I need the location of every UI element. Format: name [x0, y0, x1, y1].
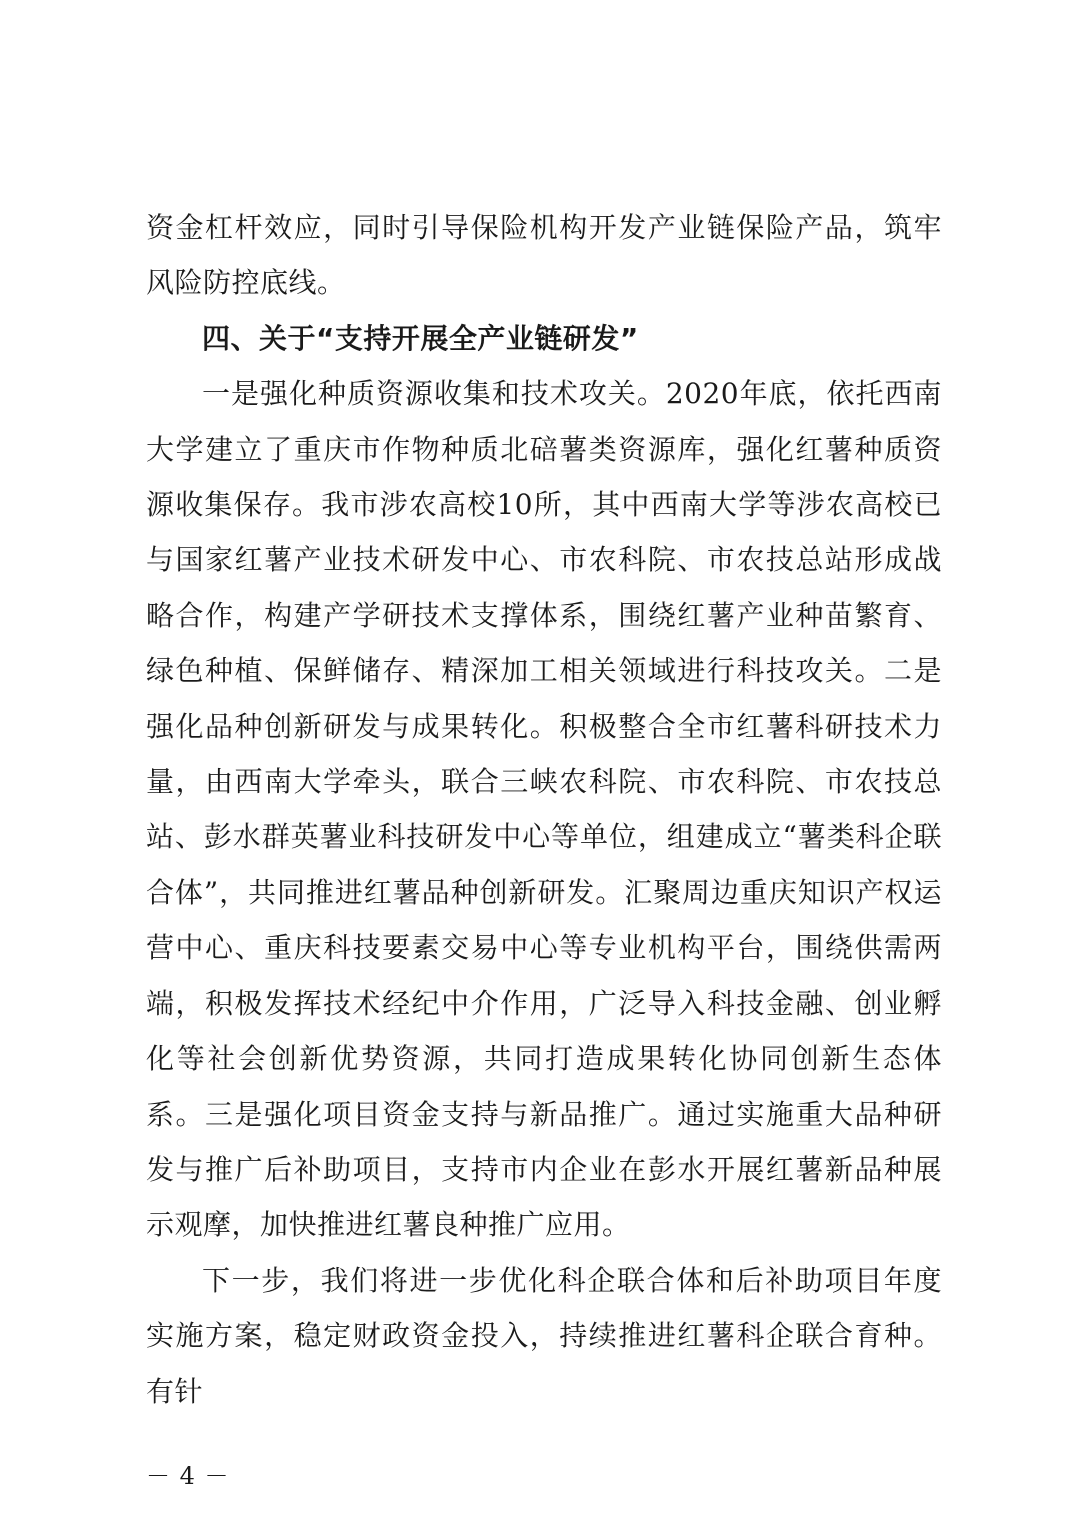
page-number: － 4 －: [146, 1462, 230, 1490]
section-heading: 四、关于“支持开展全产业链研发”: [202, 321, 639, 355]
body-paragraph-1: 一是强化种质资源收集和技术攻关。2020年底，依托西南大学建立了重庆市作物种质北碚薯类资源库，强化红薯种质资源收集保存。我市涉农高校10所，其中西南大学等涉农高校已与国家红薯产业技术研发中心、市农科院、市农技总站形成战略合作，构建产学研技术支撑体系，围绕红薯产业种苗繁育、绿色种植、保鲜储存、精深加工相关领域进行科技攻关。二是强化品种创新研发与成果转化。积极整合全市红薯科研技术力量，由西南大学牵头，联合三峡农科院、市农科院、市农技总站、彭水群英薯业科技研发中心等单位，组建成立“薯类科企联合体”，共同推进红薯品种创新研发。汇聚周边重庆知识产权运营中心、重庆科技要素交易中心等专业机构平台，围绕供需两端，积极发挥技术经纪中介作用，广泛导入科技金融、创业孵化等社会创新优势资源，共同打造成果转化协同创新生态体系。三是强化项目资金支持与新品推广。通过实施重大品种研发与推广后补助项目，支持市内企业在彭水开展红薯新品种展示观摩，加快推进红薯良种推广应用。: [146, 377, 942, 1242]
body-text: [146, 200, 942, 1419]
body-paragraph-2: 下一步，我们将进一步优化科企联合体和后补助项目年度实施方案，稳定财政资金投入，持续推进红薯科企联合育种。有针: [146, 1263, 942, 1408]
continuation-paragraph: 资金杠杆效应，同时引导保险机构开发产业链保险产品，筑牢风险防控底线。: [146, 211, 942, 300]
